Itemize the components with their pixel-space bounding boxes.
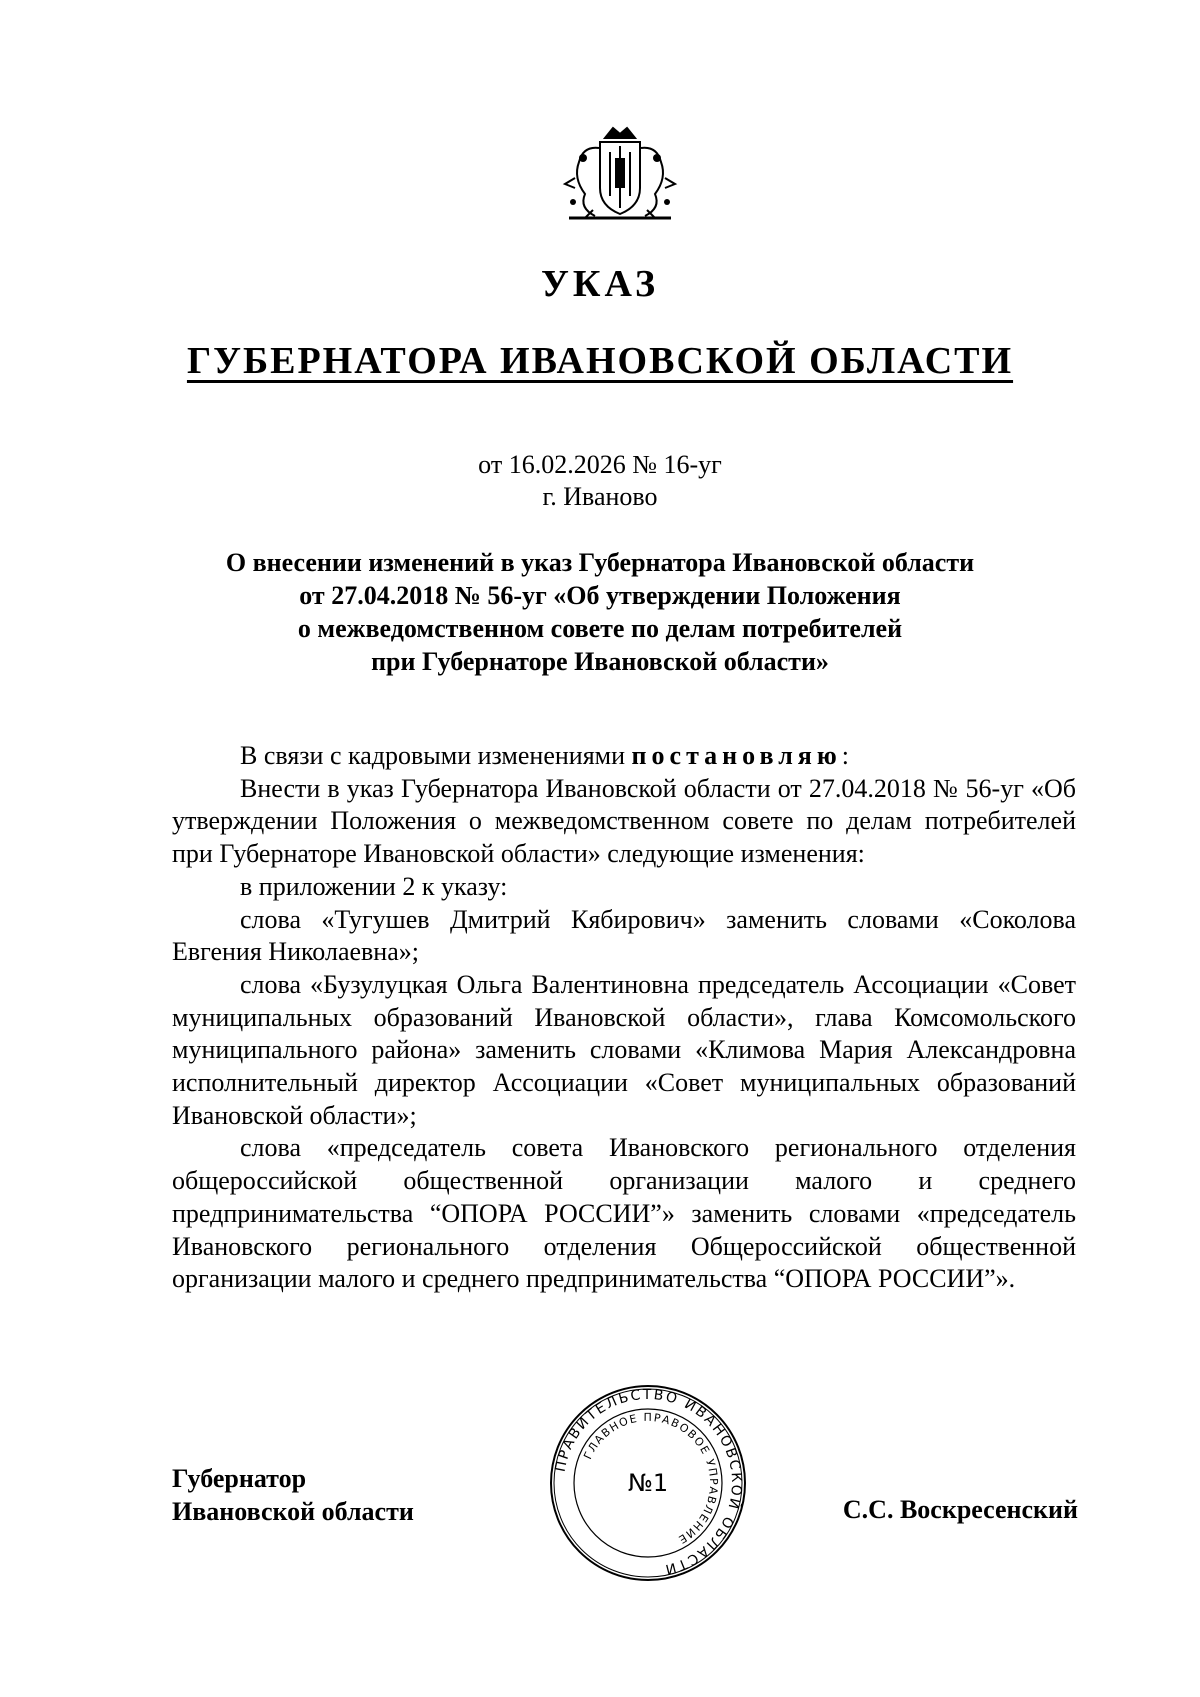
date-and-number: от 16.02.2026 № 16-уг	[478, 450, 722, 479]
issuer-heading-text: ГУБЕРНАТОРА ИВАНОВСКОЙ ОБЛАСТИ	[186, 340, 1014, 382]
seal-inner-text-path: ГЛАВНОЕ ПРАВОВОЕ УПРАВЛЕНИЕ	[581, 1410, 721, 1547]
document-body	[172, 740, 1076, 1296]
subject-line: при Губернаторе Ивановской области»	[371, 647, 829, 676]
decree-keyword: постановляю	[631, 741, 842, 770]
city: г. Иваново	[542, 482, 658, 511]
body-paragraph: в приложении 2 к указу:	[240, 871, 508, 901]
seal-outer-text-path: ПРАВИТЕЛЬСТВО ИВАНОВСКОЙ ОБЛАСТИ	[552, 1386, 745, 1578]
body-paragraph: слова «Тугушев Дмитрий Кябирович» заменить словами «Соколова Евгения Николаевна»;	[172, 904, 1076, 967]
coat-of-arms-icon	[555, 118, 685, 228]
body-paragraph: слова «председатель совета Ивановского регионального отделения общероссийской общественной организации малого и среднего предпринимательства “ОПОРА РОССИИ”» заменить словами «председатель Ивановского регионального отделения Общероссийской общественной организации малого и среднего предпринимательства “ОПОРА РОССИИ”».	[172, 1133, 1076, 1294]
document-subject	[160, 546, 1040, 678]
document-type-heading: УКАЗ	[541, 263, 659, 305]
body-paragraph: Внести в указ Губернатора Ивановской области от 27.04.2018 № 56-уг «Об утверждении Положения о межведомственном совете по делам потребителей при Губернаторе Ивановской области» следующие изменения:	[172, 773, 1076, 869]
issuer-heading	[0, 339, 1200, 383]
subject-line: от 27.04.2018 № 56-уг «Об утверждении Положения	[299, 581, 901, 610]
signatory-name: С.С. Воскресенский	[842, 1495, 1078, 1524]
body-text: :	[841, 741, 849, 770]
body-text: В связи с кадровыми изменениями	[240, 741, 632, 770]
subject-line: о межведомственном совете по делам потребителей	[297, 614, 903, 643]
seal-number: №1	[627, 1469, 669, 1497]
signatory-position	[172, 1462, 414, 1528]
subject-line: О внесении изменений в указ Губернатора Ивановской области	[225, 548, 975, 577]
position-line: Губернатор	[172, 1464, 307, 1493]
body-paragraph: слова «Бузулуцкая Ольга Валентиновна председатель Ассоциации «Совет муниципальных образований Ивановской области», глава Комсомольского муниципального района» заменить словами «Климова Мария Александровна исполнительный директор Ассоциации «Совет муниципальных образований Ивановской области»;	[172, 969, 1076, 1130]
body-paragraph	[172, 740, 1076, 773]
position-line: Ивановской области	[172, 1497, 414, 1526]
official-seal	[548, 1383, 748, 1583]
